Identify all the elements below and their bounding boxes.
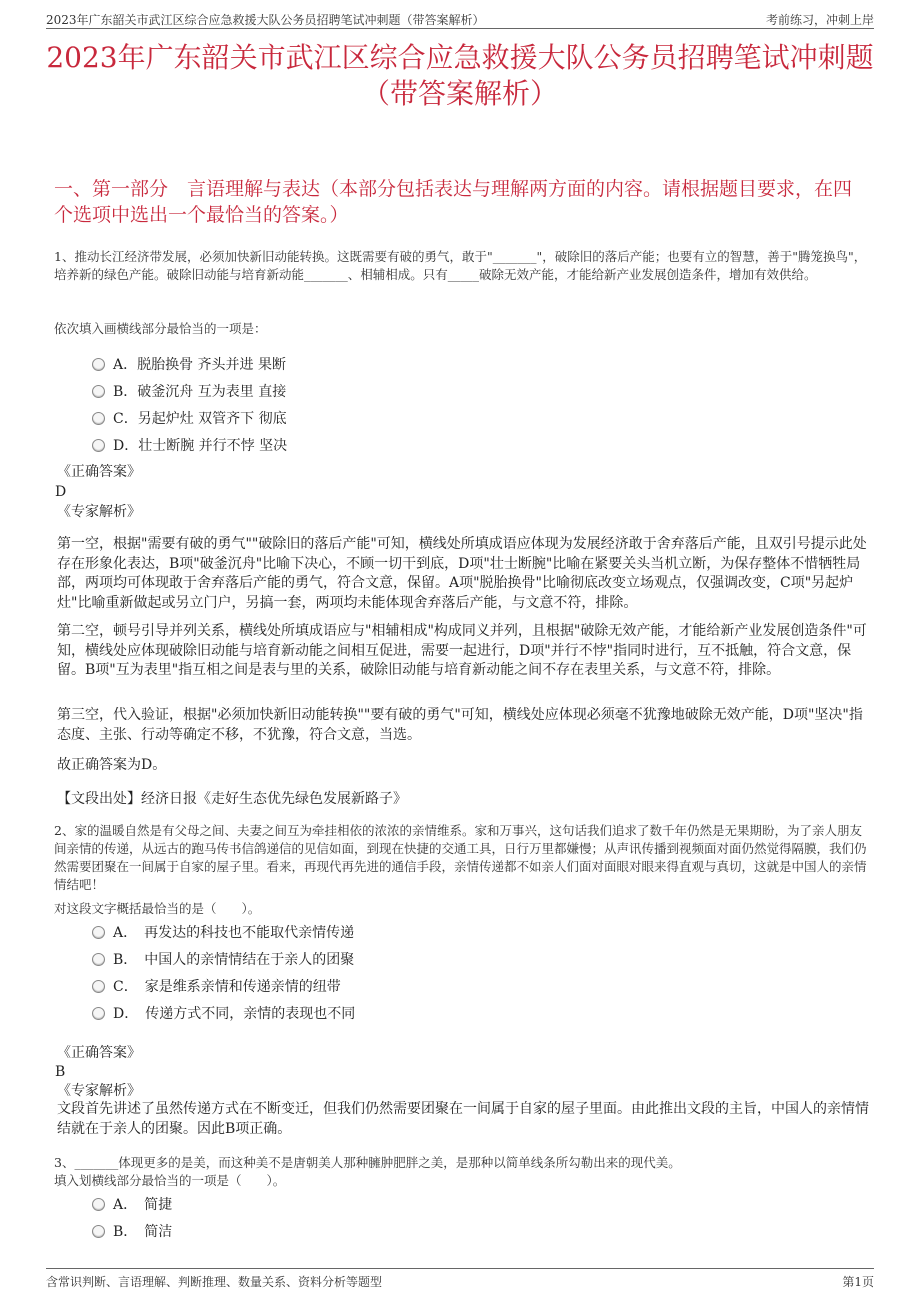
radio-icon[interactable] [92, 385, 105, 398]
q1-option-d[interactable]: D．壮士断腕 并行不悖 坚决 [92, 435, 287, 455]
q1-answer-label: 《正确答案》 [57, 464, 141, 480]
q2-ask: 对这段文字概括最恰当的是（ ）。 [54, 901, 261, 916]
q1-option-a[interactable]: A．脱胎换骨 齐头并进 果断 [92, 354, 286, 374]
radio-icon[interactable] [92, 1225, 105, 1238]
header-slogan: 考前练习，冲刺上岸 [765, 13, 874, 27]
q1-stem: 1、推动长江经济带发展，必须加快新旧动能转换。这既需要有破的勇气，敢于"_______"，破除旧的落后产能；也要有立的智慧，善于"腾笼换鸟"，培养新的绿色产能。破除旧动能与培育新动能_______、相辅相成。只有_____破除无效产能，才能给新产业发展创造条件，增加有效供给。 [54, 249, 867, 282]
q1-analysis-conclusion: 故正确答案为D。 [57, 757, 167, 773]
q2-option-d[interactable]: D． 传递方式不同，亲情的表现也不同 [92, 1003, 355, 1023]
q1-ask: 依次填入画横线部分最恰当的一项是： [54, 321, 267, 336]
q2-answer-label: 《正确答案》 [57, 1045, 141, 1061]
q2-option-a[interactable]: A． 再发达的科技也不能取代亲情传递 [92, 922, 354, 942]
q1-analysis-p3: 第三空，代入验证，根据"必须加快新旧动能转换""要有破的勇气"可知，横线处应体现必须毫不犹豫地破除无效产能，D项"坚决"指态度、主张、行动等确定不移，不犹豫，符合文意，当选。 [57, 707, 863, 743]
q2-stem: 2、家的温暖自然是有父母之间、夫妻之间互为牵挂相依的浓浓的亲情维系。家和万事兴，这句话我们追求了数千年仍然是无果期盼，为了亲人朋友间亲情的传递，从远古的跑马传书信鸽递信的见信如面，到现在快捷的交通工具，日行万里都嫌慢；从声讯传播到视频面对面仍然觉得隔膜，我们仍然需要团聚在一间属于自家的屋子里。看来，再现代再先进的通信手段，亲情传递都不如亲人们面对面眼对眼来得直观与真切，这就是中国人的亲情情结吧！ [54, 823, 867, 892]
page-title: 2023年广东韶关市武江区综合应急救援大队公务员招聘笔试冲刺题（带答案解析） [46, 41, 874, 110]
q2-option-b[interactable]: B． 中国人的亲情情结在于亲人的团聚 [92, 949, 354, 969]
q2-analysis-label: 《专家解析》 [57, 1083, 141, 1099]
q1-source: 【文段出处】经济日报《走好生态优先绿色发展新路子》 [57, 791, 407, 807]
header-doc-title: 2023年广东韶关市武江区综合应急救援大队公务员招聘笔试冲刺题（带答案解析） [46, 13, 485, 27]
q3-option-b[interactable]: B． 简洁 [92, 1221, 172, 1241]
radio-icon[interactable] [92, 1007, 105, 1020]
radio-icon[interactable] [92, 926, 105, 939]
radio-icon[interactable] [92, 980, 105, 993]
page-footer [46, 1268, 874, 1289]
q1-analysis-label: 《专家解析》 [57, 504, 141, 520]
q1-option-c[interactable]: C．另起炉灶 双管齐下 彻底 [92, 408, 287, 428]
radio-icon[interactable] [92, 439, 105, 452]
radio-icon[interactable] [92, 412, 105, 425]
radio-icon[interactable] [92, 358, 105, 371]
q1-analysis-p2: 第二空，顿号引导并列关系，横线处所填成语应与"相辅相成"构成同义并列，且根据"破除无效产能，才能给新产业发展创造条件"可知，横线处应体现破除旧动能与培育新动能之间相互促进，需要一起进行，D项"并行不悖"指同时进行，互不抵触，符合文意，保留。B项"互为表里"指互相之间是表与里的关系，破除旧动能与培育新动能之间不存在表里关系，与文意不符，排除。 [57, 623, 867, 678]
page-number: 第1页 [842, 1275, 874, 1289]
q2-option-c[interactable]: C． 家是维系亲情和传递亲情的纽带 [92, 976, 341, 996]
q1-answer: D [55, 484, 67, 500]
q1-option-b[interactable]: B．破釜沉舟 互为表里 直接 [92, 381, 286, 401]
q3-option-a[interactable]: A． 简捷 [92, 1194, 172, 1214]
footer-note: 含常识判断、言语理解、判断推理、数量关系、资料分析等题型 [46, 1275, 383, 1289]
q1-analysis-p1: 第一空，根据"需要有破的勇气""破除旧的落后产能"可知，横线处所填成语应体现为发展经济敢于舍弃落后产能，且双引号提示此处存在形象化表达，B项"破釜沉舟"比喻下决心，不顾一切干到底，D项"壮士断腕"比喻在紧要关头当机立断，为保存整体不惜牺牲局部，两项均可体现敢于舍弃落后产能的勇气，符合文意，保留。A项"脱胎换骨"比喻彻底改变立场观点，仅强调改变，C项"另起炉灶"比喻重新做起或另立门户，另搞一套，两项均未能体现舍弃落后产能，与文意不符，排除。 [57, 536, 867, 611]
page-header [46, 8, 874, 29]
section-heading: 一、第一部分 言语理解与表达（本部分包括表达与理解两方面的内容。请根据题目要求，在四个选项中选出一个最恰当的答案。） [54, 178, 853, 226]
q2-analysis: 文段首先讲述了虽然传递方式在不断变迁，但我们仍然需要团聚在一间属于自家的屋子里面。由此推出文段的主旨，中国人的亲情情结就在于亲人的团聚。因此B项正确。 [57, 1101, 869, 1137]
radio-icon[interactable] [92, 953, 105, 966]
q3-stem: 3、_______体现更多的是美，而这种美不是唐朝美人那种臃肿肥胖之美，是那种以简单线条所勾勒出来的现代美。 [54, 1155, 681, 1170]
radio-icon[interactable] [92, 1198, 105, 1211]
q2-answer: B [55, 1064, 66, 1080]
q3-ask: 填入划横线部分最恰当的一项是（ ）。 [54, 1173, 286, 1188]
